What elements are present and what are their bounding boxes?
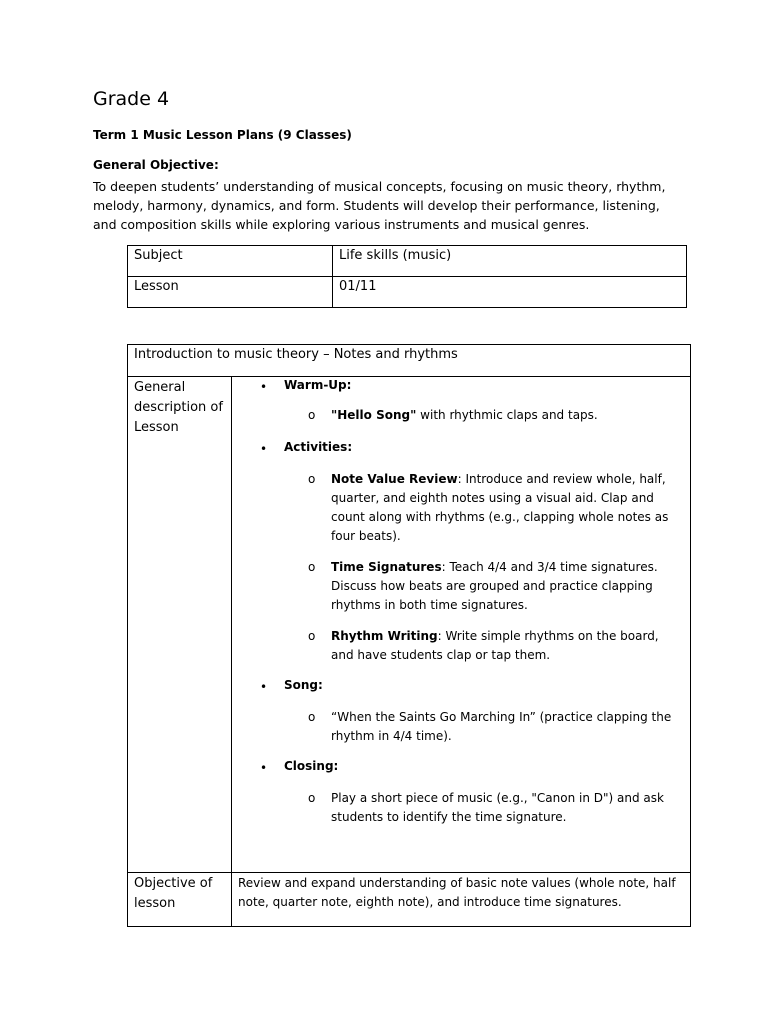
closing-item: Play a short piece of music (e.g., "Canon in D") and ask students to identify the time signature. bbox=[331, 791, 664, 824]
objective-text: Review and expand understanding of basic note values (whole note, half note, quarter note, eighth note), and introduce time signatures. bbox=[238, 876, 676, 909]
song-item: “When the Saints Go Marching In” (practice clapping the rhythm in 4/4 time). bbox=[331, 710, 672, 743]
rhythm-writing-item: Rhythm Writing: Write simple rhythms on the board, and have students clap or tap them. bbox=[331, 629, 659, 662]
subject-value: Life skills (music) bbox=[333, 246, 687, 277]
lesson-value: 01/11 bbox=[333, 277, 687, 308]
sub-bullet: o bbox=[308, 408, 316, 422]
sub-bullet: o bbox=[308, 791, 316, 805]
lesson-label: Lesson bbox=[128, 277, 333, 308]
lesson-info-table bbox=[127, 245, 687, 308]
description-row bbox=[128, 377, 691, 873]
sub-bullet: o bbox=[308, 472, 316, 486]
lesson-title: Introduction to music theory – Notes and rhythms bbox=[128, 345, 691, 377]
closing-heading: Closing: bbox=[284, 759, 339, 773]
lesson-title-row bbox=[128, 345, 691, 377]
activities-heading: Activities: bbox=[284, 440, 353, 454]
sub-bullet: o bbox=[308, 710, 316, 724]
bullet: • bbox=[260, 680, 268, 694]
time-signatures-item: Time Signatures: Teach 4/4 and 3/4 time signatures. Discuss how beats are grouped and practice clapping rhythms in both time signatures. bbox=[331, 560, 658, 612]
subject-row bbox=[128, 246, 687, 277]
sub-bullet: o bbox=[308, 560, 316, 574]
bullet: • bbox=[260, 380, 268, 394]
general-objective-text: To deepen students’ understanding of musical concepts, focusing on music theory, rhythm, melody, harmony, dynamics, and form. Students will develop their performance, listening, and composition skills while exploring various instruments and musical genres. bbox=[93, 179, 666, 232]
description-label: General description of Lesson bbox=[128, 377, 232, 873]
note-value-review-item: Note Value Review: Introduce and review whole, half, quarter, and eighth notes using a visual aid. Clap and count along with rhythms (e.g., clapping whole notes as four beats). bbox=[331, 472, 669, 543]
objective-label: Objective of lesson bbox=[128, 873, 232, 927]
description-content bbox=[232, 377, 691, 873]
subject-label: Subject bbox=[128, 246, 333, 277]
sub-bullet: o bbox=[308, 629, 316, 643]
bullet: • bbox=[260, 761, 268, 775]
general-objective-heading: General Objective: bbox=[93, 158, 219, 172]
objective-row bbox=[128, 873, 691, 927]
warmup-heading: Warm-Up: bbox=[284, 378, 352, 392]
document-title: Grade 4 bbox=[93, 88, 170, 110]
lesson-plan-table bbox=[127, 344, 691, 927]
song-heading: Song: bbox=[284, 678, 323, 692]
bullet: • bbox=[260, 442, 268, 456]
document-subtitle: Term 1 Music Lesson Plans (9 Classes) bbox=[93, 128, 352, 142]
objective-content bbox=[232, 873, 691, 927]
lesson-row bbox=[128, 277, 687, 308]
warmup-item: "Hello Song" with rhythmic claps and taps. bbox=[331, 408, 598, 422]
